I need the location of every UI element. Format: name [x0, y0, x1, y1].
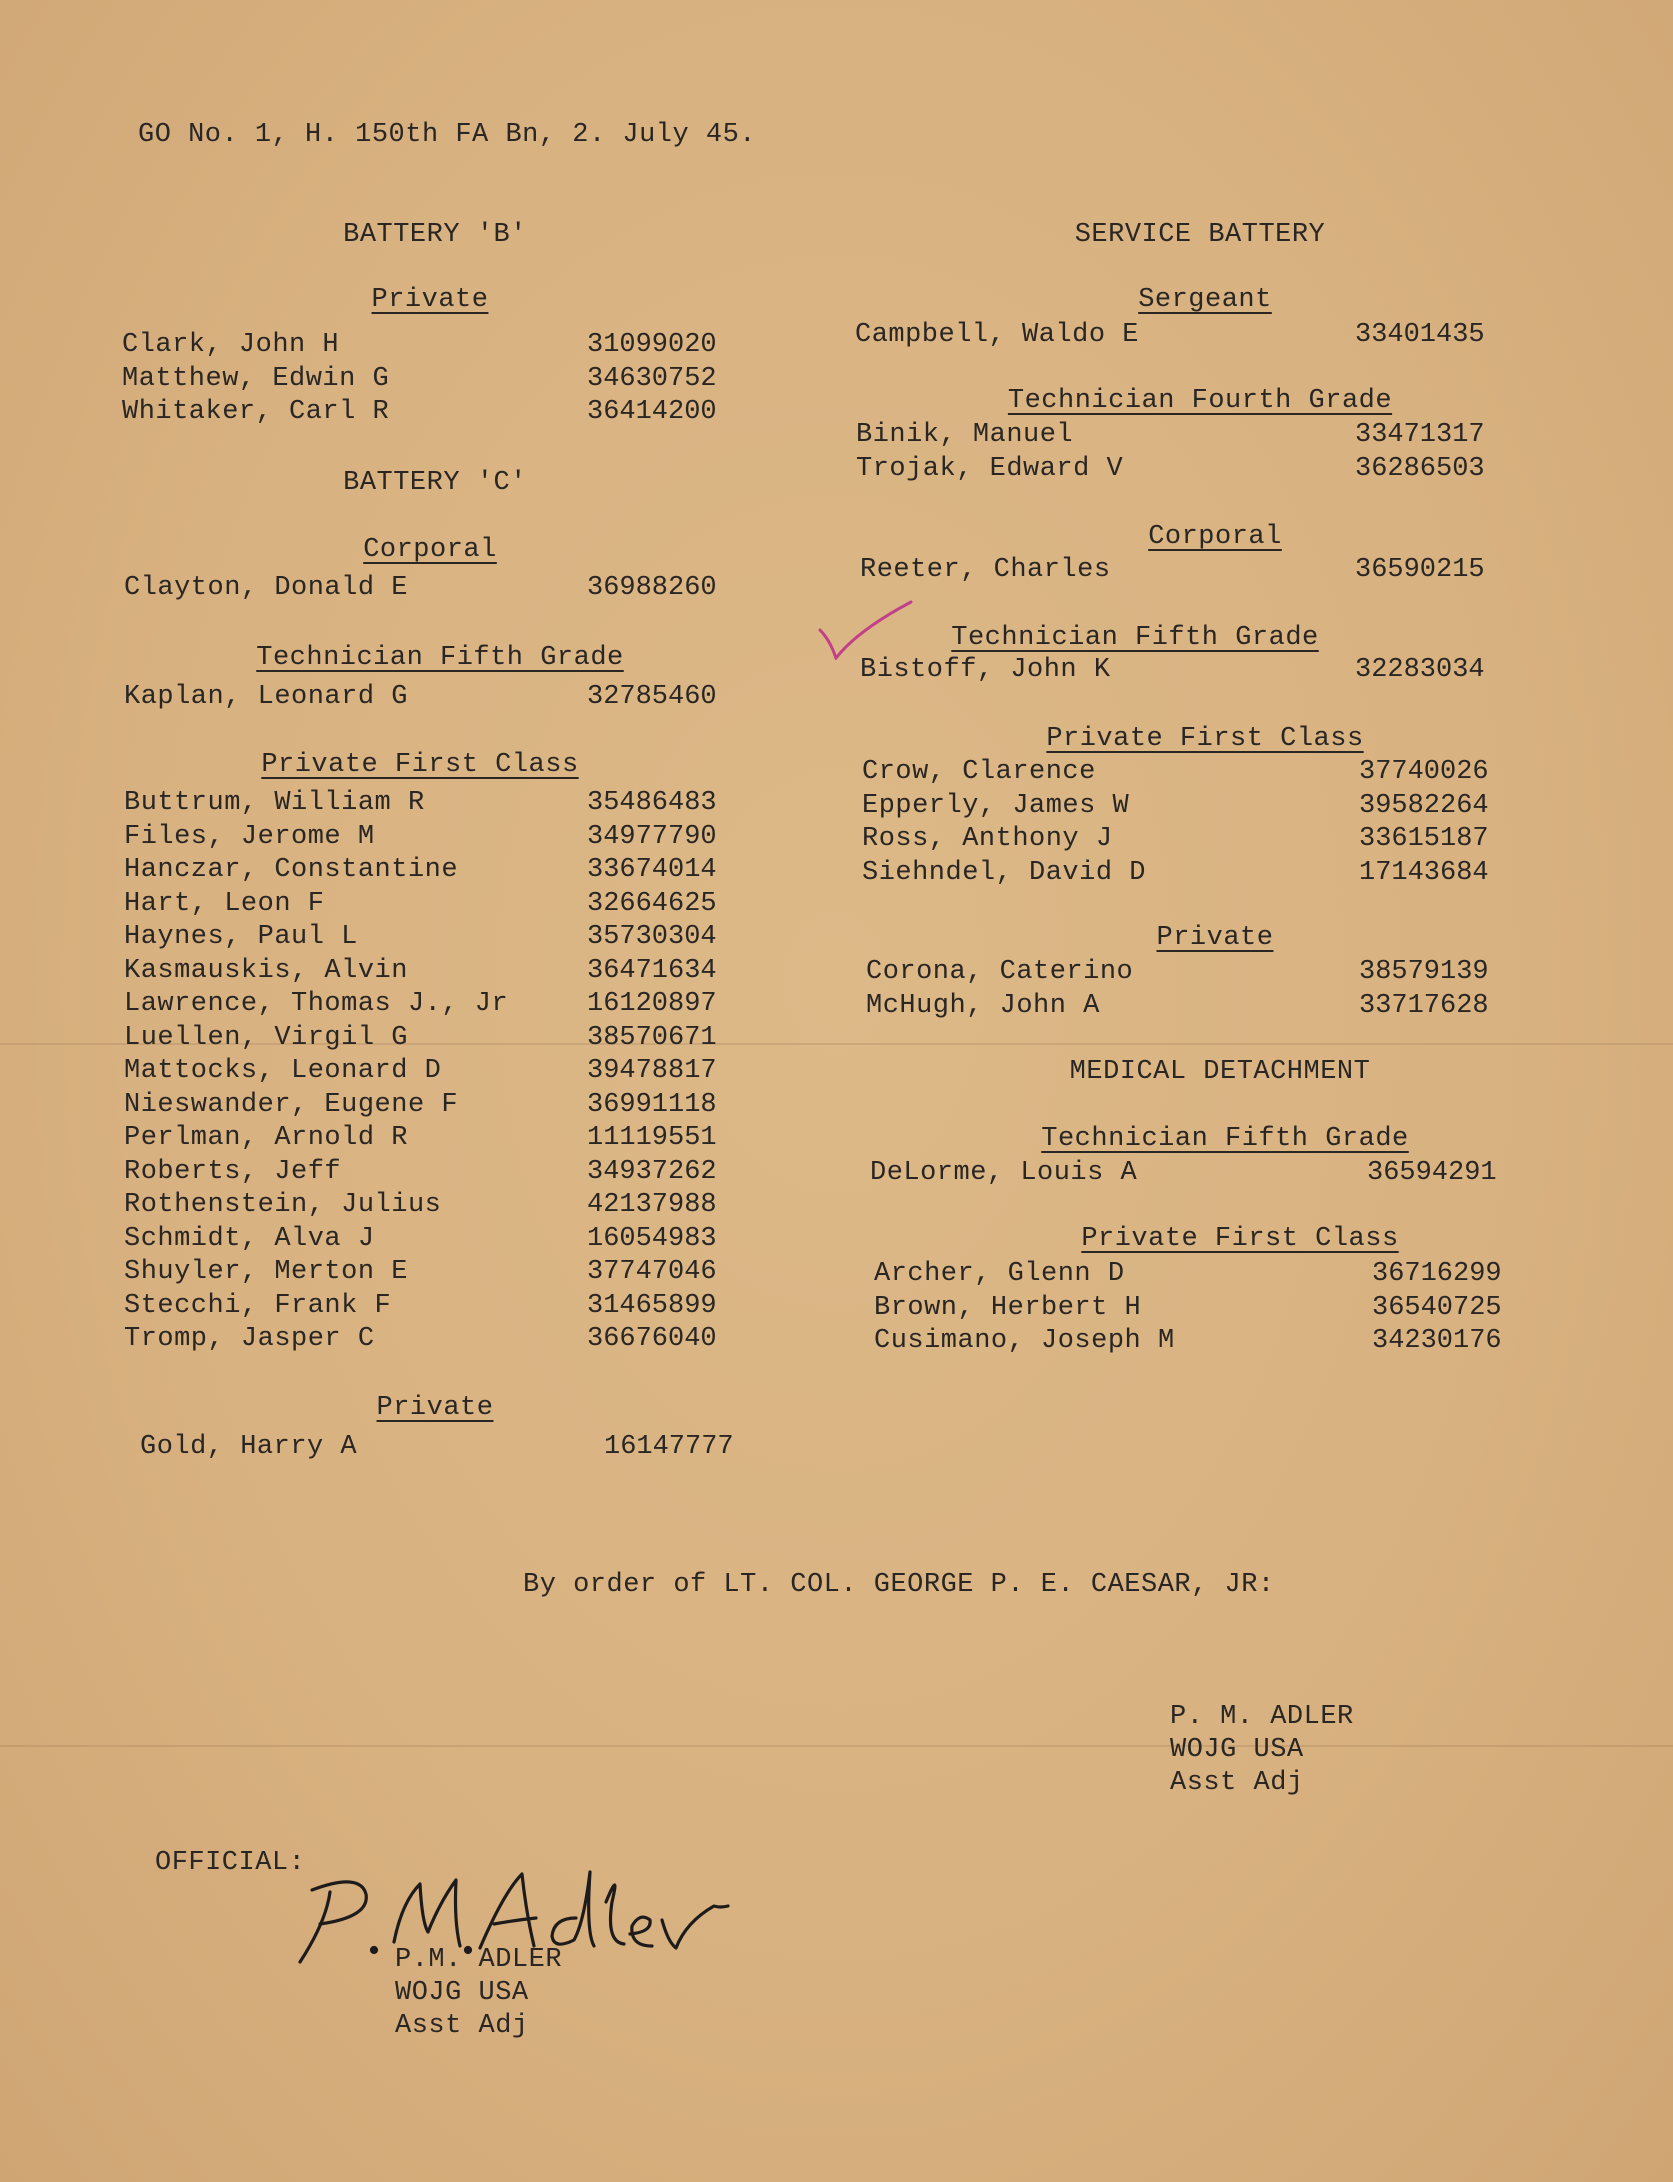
roster-name: Kaplan, Leonard G [124, 682, 408, 712]
roster-serial-number: 39582264 [1359, 790, 1489, 821]
roster-serial-number: 33615187 [1359, 824, 1489, 854]
roster-name: McHugh, John A [866, 990, 1100, 1021]
roster-serial-number: 36988260 [587, 573, 717, 603]
medical-pfc-heading: Private First Class [1081, 1224, 1399, 1254]
battery-c-pfc-heading: Private First Class [261, 750, 579, 780]
official-title: Asst Adj [395, 2011, 529, 2041]
signature-block-name: P. M. ADLER [1170, 1702, 1354, 1732]
roster-serial-number: 38570671 [587, 1022, 717, 1053]
document-header: GO No. 1, H. 150th FA Bn, 2. July 45. [138, 120, 756, 150]
roster-serial-number: 16147777 [604, 1432, 734, 1462]
roster-name: Buttrum, William R [124, 788, 425, 818]
roster-serial-number: 38579139 [1359, 957, 1489, 987]
medical-tec5-heading: Technician Fifth Grade [1041, 1124, 1409, 1154]
roster-serial-number: 32785460 [587, 682, 717, 712]
roster-serial-number: 37747046 [587, 1257, 717, 1287]
check-mark-icon [818, 600, 913, 660]
roster-name: Kasmauskis, Alvin [124, 955, 408, 986]
roster-name: Haynes, Paul L [124, 922, 358, 952]
signature-block-rank: WOJG USA [1170, 1735, 1304, 1765]
roster-name: Shuyler, Merton E [124, 1257, 408, 1287]
roster-serial-number: 39478817 [587, 1056, 717, 1086]
roster-name: Bistoff, John K [860, 655, 1111, 685]
official-label: OFFICIAL: [155, 1848, 306, 1878]
roster-serial-number: 35730304 [587, 922, 717, 952]
roster-serial-number: 32283034 [1355, 655, 1485, 685]
roster-serial-number: 36716299 [1372, 1259, 1502, 1289]
order-line: By order of LT. COL. GEORGE P. E. CAESAR, JR: [523, 1570, 1275, 1600]
roster-name: Archer, Glenn D [874, 1259, 1125, 1289]
roster-name: Rothenstein, Julius [124, 1190, 442, 1220]
service-sergeant-heading: Sergeant [1138, 285, 1272, 315]
roster-name: Epperly, James W [862, 790, 1130, 821]
battery-c-tec5-heading: Technician Fifth Grade [256, 643, 624, 673]
roster-name: Ross, Anthony J [862, 824, 1113, 854]
roster-serial-number: 16120897 [587, 989, 717, 1019]
roster-serial-number: 31465899 [587, 1290, 717, 1321]
roster-name: Mattocks, Leonard D [124, 1056, 442, 1086]
roster-name: Campbell, Waldo E [855, 320, 1139, 350]
roster-serial-number: 33717628 [1359, 990, 1489, 1021]
roster-serial-number: 17143684 [1359, 857, 1489, 888]
roster-name: Matthew, Edwin G [122, 363, 390, 394]
roster-name: Cusimano, Joseph M [874, 1326, 1175, 1356]
roster-name: Brown, Herbert H [874, 1292, 1142, 1323]
battery-b-title: BATTERY 'B' [343, 220, 527, 250]
roster-serial-number: 16054983 [587, 1223, 717, 1254]
roster-serial-number: 31099020 [587, 330, 717, 360]
roster-serial-number: 33674014 [587, 855, 717, 885]
roster-serial-number: 32664625 [587, 888, 717, 919]
official-name: P.M. ADLER [395, 1945, 563, 1975]
roster-name: Perlman, Arnold R [124, 1123, 408, 1153]
roster-name: Files, Jerome M [124, 821, 375, 852]
service-battery-title: SERVICE BATTERY [1074, 220, 1326, 250]
battery-c-corporal-heading: Corporal [363, 535, 497, 565]
roster-serial-number: 37740026 [1359, 757, 1489, 787]
roster-name: Crow, Clarence [862, 757, 1096, 787]
roster-name: Nieswander, Eugene F [124, 1089, 459, 1120]
roster-serial-number: 33401435 [1355, 320, 1485, 350]
roster-serial-number: 34230176 [1372, 1326, 1502, 1356]
roster-name: Whitaker, Carl R [122, 397, 390, 427]
roster-name: Siehndel, David D [862, 857, 1146, 888]
roster-name: Reeter, Charles [860, 555, 1111, 585]
roster-name: Hanczar, Constantine [124, 855, 459, 885]
roster-name: Roberts, Jeff [124, 1156, 342, 1187]
roster-serial-number: 34977790 [587, 821, 717, 852]
roster-serial-number: 36676040 [587, 1324, 717, 1354]
service-tec4-heading: Technician Fourth Grade [1007, 386, 1393, 416]
roster-name: Clayton, Donald E [124, 573, 408, 603]
roster-name: Tromp, Jasper C [124, 1324, 375, 1354]
service-private-heading: Private [1156, 923, 1274, 953]
signature-block-title: Asst Adj [1170, 1768, 1304, 1798]
service-tec5-heading: Technician Fifth Grade [951, 623, 1319, 653]
roster-serial-number: 36540725 [1372, 1292, 1502, 1323]
roster-serial-number: 11119551 [587, 1123, 717, 1153]
roster-serial-number: 35486483 [587, 788, 717, 818]
roster-name: Binik, Manuel [856, 420, 1074, 450]
battery-b-private-heading: Private [371, 285, 489, 315]
roster-name: Clark, John H [122, 330, 340, 360]
roster-name: Gold, Harry A [140, 1432, 358, 1462]
battery-c-private-heading: Private [376, 1393, 494, 1423]
roster-name: Stecchi, Frank F [124, 1290, 392, 1321]
service-pfc-heading: Private First Class [1046, 724, 1364, 754]
roster-serial-number: 42137988 [587, 1190, 717, 1220]
roster-name: DeLorme, Louis A [870, 1158, 1138, 1188]
roster-name: Hart, Leon F [124, 888, 325, 919]
battery-c-title: BATTERY 'C' [343, 468, 527, 498]
roster-serial-number: 33471317 [1355, 420, 1485, 450]
service-corporal-heading: Corporal [1148, 522, 1282, 552]
roster-serial-number: 36286503 [1355, 453, 1485, 484]
fold-line [0, 1745, 1673, 1747]
roster-serial-number: 36590215 [1355, 555, 1485, 585]
roster-name: Lawrence, Thomas J., Jr [124, 989, 509, 1019]
roster-name: Luellen, Virgil G [124, 1022, 408, 1053]
roster-serial-number: 36471634 [587, 955, 717, 986]
roster-serial-number: 34937262 [587, 1156, 717, 1187]
roster-name: Corona, Caterino [866, 957, 1134, 987]
roster-serial-number: 36991118 [587, 1089, 717, 1120]
roster-serial-number: 34630752 [587, 363, 717, 394]
roster-name: Schmidt, Alva J [124, 1223, 375, 1254]
roster-name: Trojak, Edward V [856, 453, 1124, 484]
official-rank: WOJG USA [395, 1978, 529, 2008]
roster-serial-number: 36594291 [1367, 1158, 1497, 1188]
medical-detachment-title: MEDICAL DETACHMENT [1069, 1057, 1371, 1087]
roster-serial-number: 36414200 [587, 397, 717, 427]
